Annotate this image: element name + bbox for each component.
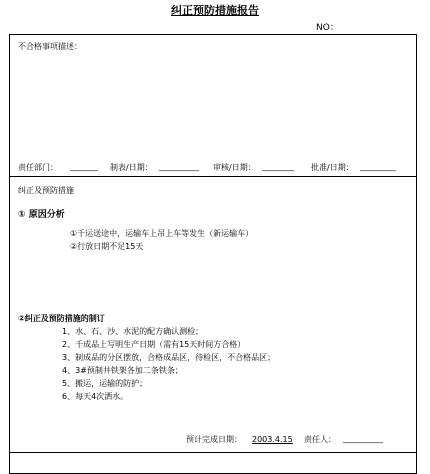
owner-field[interactable]: __________: [343, 434, 383, 443]
reviewed-date-field[interactable]: ________: [262, 162, 294, 171]
nonconformity-description-label: 不合格事项描述：: [18, 42, 82, 51]
measures-label: 纠正及预防措施: [18, 186, 74, 195]
completion-date-label: 预计完成日期：: [186, 435, 242, 444]
responsible-dept-value[interactable]: _______: [70, 162, 98, 171]
plan-item: 3、制成品的分区摆放，合格成品区，待检区，不合格品区；: [62, 353, 276, 362]
corrective-plan-heading: ②纠正及预防措施的制订: [18, 314, 105, 323]
prepared-date-field[interactable]: __________: [159, 162, 199, 171]
report-number-label: NO：: [316, 23, 339, 33]
cause-item: ①千运送途中，运输车上吊上车等发生（新运输车）: [70, 229, 254, 238]
plan-item: 6、每天4次洒水。: [62, 392, 129, 401]
plan-item: 5、搬运，运输的防护；: [62, 379, 148, 388]
approved-date-label: 批准/日期：: [311, 163, 354, 172]
plan-item: 2、千成品上写明生产日期（需有15天时间方合格）: [62, 340, 246, 349]
completion-date-value[interactable]: 2003.4.15: [252, 435, 293, 444]
responsible-dept-label: 责任部门：: [18, 163, 58, 172]
report-frame: [9, 34, 417, 474]
report-title: 纠正预防措施报告: [171, 4, 259, 17]
approved-date-field[interactable]: _________: [360, 162, 396, 171]
bottom-divider: [9, 452, 417, 453]
plan-item: 1、水、石、沙、水泥的配方确认测检；: [62, 327, 204, 336]
cause-item: ②行放日期不足15天: [70, 242, 144, 251]
plan-item: 4、3#预制井铁架各加二条铁条；: [62, 366, 183, 375]
owner-label: 责任人：: [304, 435, 336, 444]
cause-analysis-heading: ① 原因分析: [18, 210, 65, 220]
reviewed-date-label: 审核/日期：: [213, 163, 256, 172]
section-divider: [9, 176, 417, 177]
prepared-date-label: 制表/日期：: [110, 163, 153, 172]
